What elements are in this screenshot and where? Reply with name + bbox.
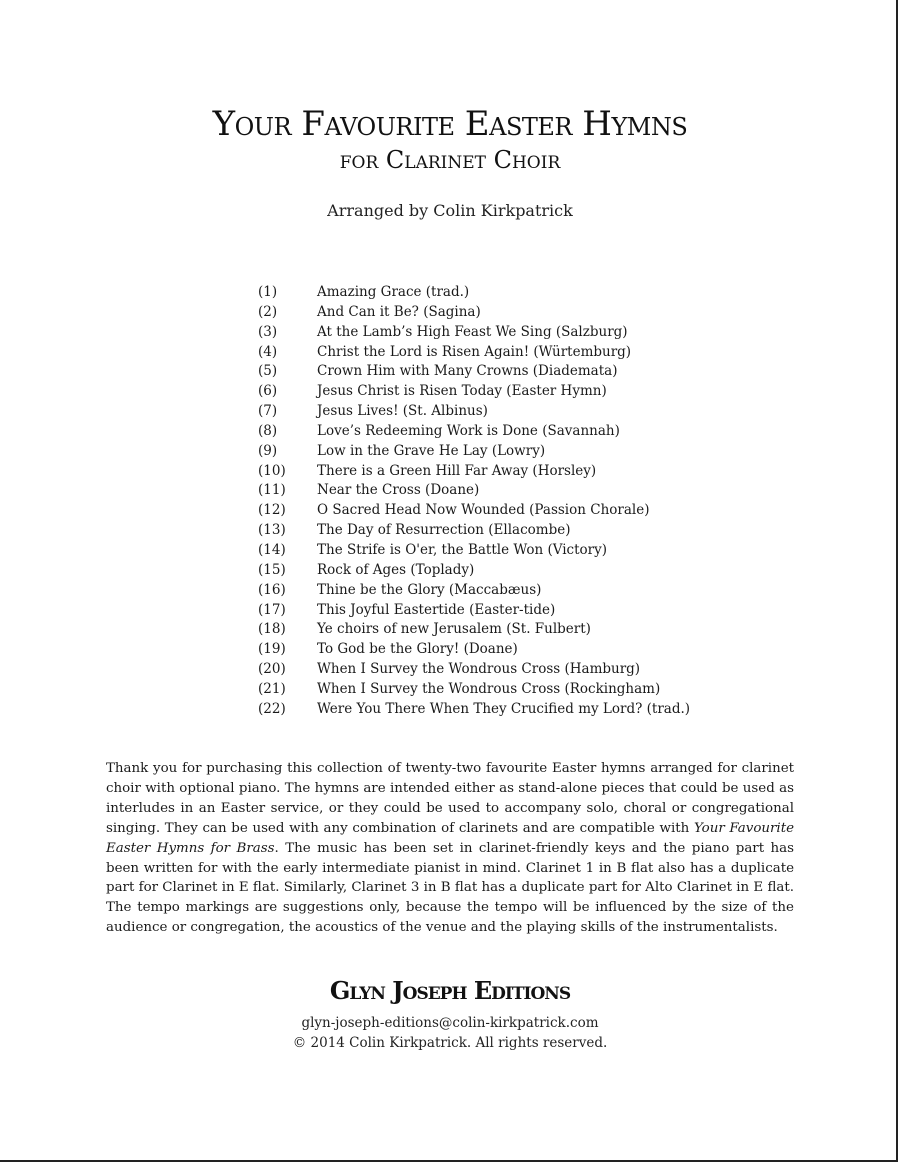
hymn-item: [258, 422, 818, 442]
hymn-item: [258, 640, 818, 660]
hymn-number: (20): [258, 661, 286, 678]
hymn-title: At the Lamb’s High Feast We Sing (Salzburg): [317, 323, 628, 340]
hymn-item: [258, 362, 818, 382]
hymn-number: (2): [258, 303, 278, 320]
hymn-item: [258, 343, 818, 363]
intro-paragraph: [106, 759, 794, 938]
hymn-item: [258, 442, 818, 462]
hymn-number: (11): [258, 482, 286, 499]
hymn-title: When I Survey the Wondrous Cross (Rockingham): [317, 680, 661, 697]
hymn-number: (13): [258, 522, 286, 539]
page-subtitle: for Clarinet Choir: [339, 146, 561, 174]
hymn-title: Amazing Grace (trad.): [317, 284, 470, 300]
hymn-title: Jesus Christ is Risen Today (Easter Hymn): [317, 383, 607, 400]
hymn-list: [258, 283, 818, 720]
hymn-number: (22): [258, 700, 286, 717]
hymn-item: [258, 561, 818, 581]
hymn-item: [258, 462, 818, 482]
hymn-title: Thine be the Glory (Maccabæus): [317, 581, 542, 598]
hymn-title: Jesus Lives! (St. Albinus): [317, 403, 488, 420]
hymn-item: [258, 521, 818, 541]
hymn-title: To God be the Glory! (Doane): [317, 641, 518, 658]
hymn-title: Crown Him with Many Crowns (Diademata): [317, 363, 618, 380]
hymn-number: (1): [258, 284, 278, 300]
arranger-credit: Arranged by Colin Kirkpatrick: [327, 201, 573, 220]
hymn-item: [258, 501, 818, 521]
hymn-title: The Day of Resurrection (Ellacombe): [317, 522, 571, 539]
intro-text-part2: . The music has been set in clarinet-friendly keys and the piano part has been written for with the early intermediate pianist in mind. Clarinet 1 in B flat also has a duplicate part for Clarinet in E flat. Similarly, Clarinet 3 in B flat has a duplicate part for Alto Clarinet in E flat. The tempo markings are suggestions only, because the tempo will be influenced by the size of the audience or congregation, the acoustics of the venue and the playing skills of the instrumentalists.: [106, 840, 795, 936]
intro-brass-title: Your Favourite Easter Hymns for Brass: [106, 820, 794, 856]
hymn-number: (4): [258, 343, 278, 360]
hymn-title: The Strife is O'er, the Battle Won (Victory): [317, 541, 608, 558]
page-title: Your Favourite Easter Hymns: [212, 104, 688, 144]
hymn-number: (15): [258, 561, 286, 578]
hymn-item: [258, 660, 818, 680]
publisher-logo: Glyn Joseph Editions: [329, 976, 571, 1005]
hymn-title: When I Survey the Wondrous Cross (Hamburg): [317, 661, 641, 678]
hymn-number: (10): [258, 462, 286, 479]
hymn-item: [258, 541, 818, 561]
hymn-title: Love’s Redeeming Work is Done (Savannah): [317, 422, 620, 439]
hymn-number: (19): [258, 641, 286, 658]
hymn-title: Rock of Ages (Toplady): [317, 561, 475, 578]
hymn-number: (17): [258, 601, 286, 618]
hymn-number: (9): [258, 442, 278, 459]
hymn-item: [258, 283, 818, 303]
copyright-notice: © 2014 Colin Kirkpatrick. All rights reserved.: [292, 1034, 608, 1051]
hymn-title: This Joyful Eastertide (Easter-tide): [317, 601, 556, 618]
hymn-item: [258, 700, 818, 720]
hymn-number: (8): [258, 422, 278, 439]
hymn-title: There is a Green Hill Far Away (Horsley): [317, 462, 597, 479]
hymn-item: [258, 402, 818, 422]
hymn-number: (6): [258, 383, 278, 400]
hymn-item: [258, 382, 818, 402]
hymn-item: [258, 481, 818, 501]
contact-block: [0, 1014, 900, 1053]
hymn-title: O Sacred Head Now Wounded (Passion Chorale): [317, 502, 650, 519]
hymn-number: (3): [258, 323, 278, 340]
hymn-item: [258, 303, 818, 323]
hymn-number: (12): [258, 502, 286, 519]
hymn-number: (18): [258, 621, 286, 638]
hymn-title: Low in the Grave He Lay (Lowry): [317, 442, 546, 459]
hymn-title: Ye choirs of new Jerusalem (St. Fulbert): [317, 621, 591, 638]
hymn-item: [258, 601, 818, 621]
hymn-title: And Can it Be? (Sagina): [317, 303, 481, 320]
hymn-number: (5): [258, 363, 278, 380]
hymn-number: (21): [258, 680, 286, 697]
hymn-number: (14): [258, 541, 286, 558]
hymn-title: Were You There When They Crucified my Lord? (trad.): [317, 700, 691, 717]
hymn-title: Near the Cross (Doane): [317, 482, 480, 499]
hymn-item: [258, 323, 818, 343]
contact-email: glyn-joseph-editions@colin-kirkpatrick.com: [301, 1015, 599, 1031]
intro-text-part1: Thank you for purchasing this collection of twenty-two favourite Easter hymns arranged for clarinet choir with optional piano. The hymns are intended either as stand-alone pieces that could be used as interludes in an Easter service, or they could be used to accompany solo, choral or congregational singing. They can be used with any combination of clarinets and are compatible with: [106, 761, 794, 836]
hymn-number: (7): [258, 403, 278, 420]
hymn-title: Christ the Lord is Risen Again! (Würtemburg): [317, 343, 632, 360]
hymn-item: [258, 620, 818, 640]
hymn-item: [258, 680, 818, 700]
hymn-number: (16): [258, 581, 286, 598]
hymn-item: [258, 581, 818, 601]
